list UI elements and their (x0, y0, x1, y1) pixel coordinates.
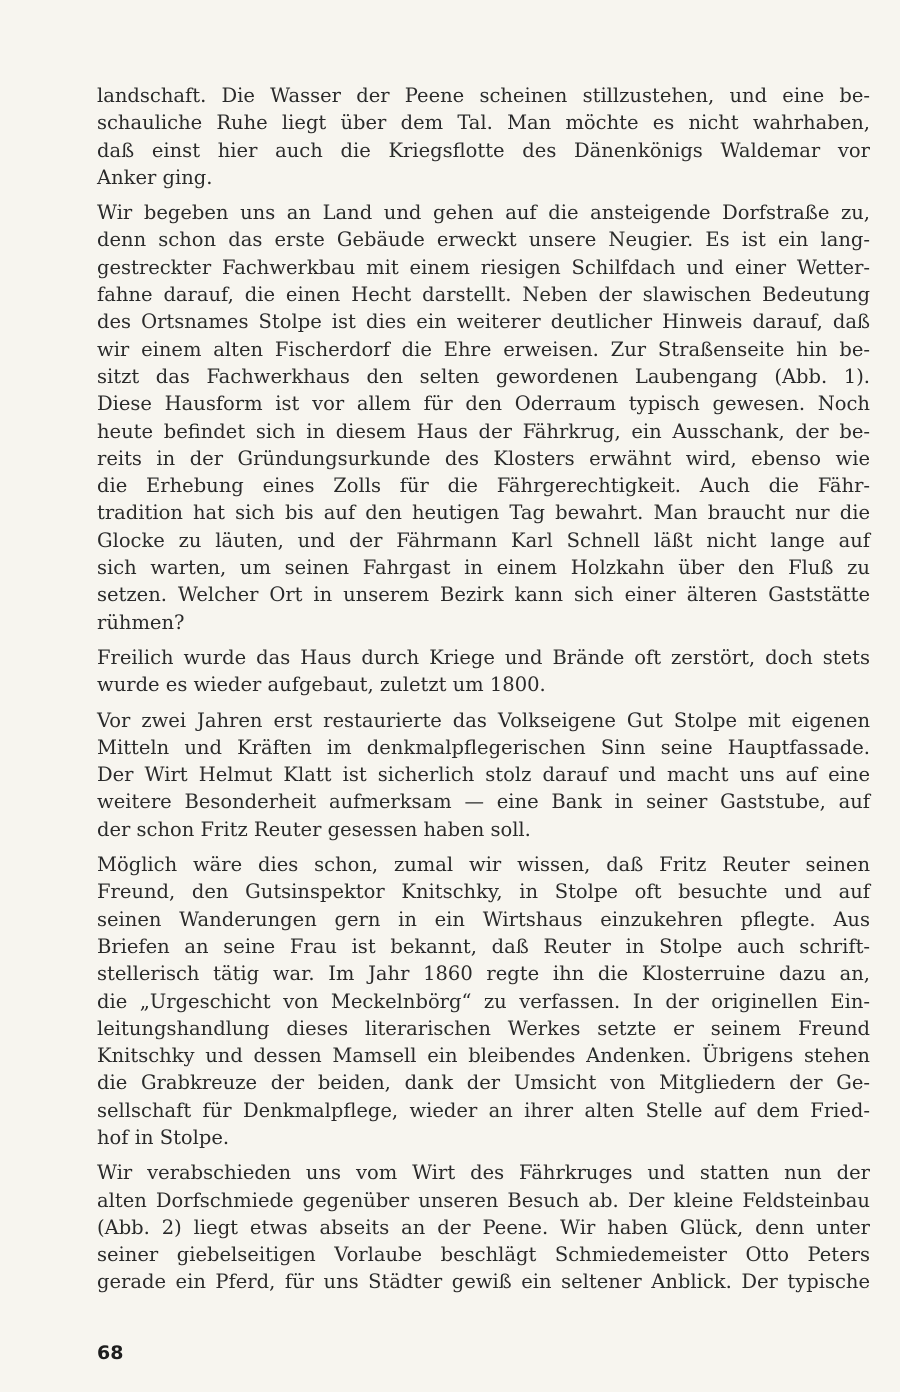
text-line: Briefen an seine Frau ist bekannt, daß Reuter in Stolpe auch schrift- (97, 934, 870, 958)
text-line: sich warten, um seinen Fahrgast in einem Holzkahn über den Fluß zu (97, 556, 870, 580)
paragraph-5 (97, 851, 870, 1151)
text-line: gestreckter Fachwerkbau mit einem riesigen Schilfdach und einer Wetter- (97, 255, 870, 279)
text-line: die Erhebung eines Zolls für die Fährgerechtigkeit. Auch die Fähr- (97, 474, 870, 498)
text-line: schauliche Ruhe liegt über dem Tal. Man möchte es nicht wahrhaben, (97, 111, 870, 135)
text-line: Der Wirt Helmut Klatt ist sicherlich stolz darauf und macht uns auf eine (97, 763, 870, 787)
text-line: der schon Fritz Reuter gesessen haben soll. (97, 817, 531, 841)
paragraph-3 (97, 644, 870, 699)
paragraph-1 (97, 82, 870, 191)
text-line: wurde es wieder aufgebaut, zuletzt um 1800. (97, 673, 546, 697)
text-line: tradition hat sich bis auf den heutigen Tag bewahrt. Man braucht nur die (97, 501, 870, 525)
text-line: heute befindet sich in diesem Haus der Fährkrug, ein Ausschank, der be- (97, 419, 870, 443)
text-line: setzen. Welcher Ort in unserem Bezirk kann sich einer älteren Gaststätte (97, 583, 870, 607)
text-line: Freilich wurde das Haus durch Kriege und Brände oft zerstört, doch stets (97, 645, 870, 669)
page-number: 68 (97, 1342, 124, 1364)
text-line: hof in Stolpe. (97, 1125, 230, 1149)
body-text (97, 82, 870, 1304)
text-line: gerade ein Pferd, für uns Städter gewiß ein seltener Anblick. Der typische (97, 1270, 870, 1294)
text-line: die „Urgeschicht von Meckelnbörg“ zu verfassen. In der originellen Ein- (97, 989, 870, 1013)
text-line: rühmen? (97, 610, 185, 634)
text-line: weitere Besonderheit aufmerksam — eine Bank in seiner Gaststube, auf (97, 790, 870, 814)
text-line: Mitteln und Kräften im denkmalpflegerischen Sinn seine Hauptfassade. (97, 735, 870, 759)
text-line: Freund, den Gutsinspektor Knitschky, in Stolpe oft besuchte und auf (97, 880, 870, 904)
text-line: sitzt das Fachwerkhaus den selten gewordenen Laubengang (Abb. 1). (97, 364, 870, 388)
text-line: sellschaft für Denkmalpflege, wieder an ihrer alten Stelle auf dem Fried- (97, 1098, 870, 1122)
text-line: Glocke zu läuten, und der Fährmann Karl Schnell läßt nicht lange auf (97, 528, 870, 552)
text-line: wir einem alten Fischerdorf die Ehre erweisen. Zur Straßenseite hin be- (97, 337, 870, 361)
paragraph-2 (97, 199, 870, 636)
text-line: denn schon das erste Gebäude erweckt unsere Neugier. Es ist ein lang- (97, 228, 870, 252)
text-line: Vor zwei Jahren erst restaurierte das Volkseigene Gut Stolpe mit eigenen (97, 708, 870, 732)
text-line: Möglich wäre dies schon, zumal wir wissen, daß Fritz Reuter seinen (97, 853, 870, 877)
paragraph-6 (97, 1159, 870, 1295)
text-line: reits in der Gründungsurkunde des Klosters erwähnt wird, ebenso wie (97, 446, 870, 470)
text-line: (Abb. 2) liegt etwas abseits an der Peene. Wir haben Glück, denn unter (97, 1215, 870, 1239)
text-line: seinen Wanderungen gern in ein Wirtshaus einzukehren pflegte. Aus (97, 907, 870, 931)
text-line: daß einst hier auch die Kriegsflotte des Dänenkönigs Waldemar vor (97, 138, 870, 162)
text-line: des Ortsnames Stolpe ist dies ein weiterer deutlicher Hinweis darauf, daß (97, 310, 870, 334)
text-line: seiner giebelseitigen Vorlaube beschlägt Schmiedemeister Otto Peters (97, 1243, 870, 1267)
text-line: Wir begeben uns an Land und gehen auf die ansteigende Dorfstraße zu, (97, 201, 870, 225)
text-line: Anker ging. (97, 165, 213, 189)
text-line: landschaft. Die Wasser der Peene scheinen stillzustehen, und eine be- (97, 84, 870, 107)
text-line: stellerisch tätig war. Im Jahr 1860 regte ihn die Klosterruine dazu an, (97, 962, 870, 986)
text-line: die Grabkreuze der beiden, dank der Umsicht von Mitgliedern der Ge- (97, 1071, 870, 1095)
text-line: Diese Hausform ist vor allem für den Oderraum typisch gewesen. Noch (97, 392, 870, 416)
text-line: leitungshandlung dieses literarischen Werkes setzte er seinem Freund (97, 1016, 870, 1040)
text-line: Wir verabschieden uns vom Wirt des Fährkruges und statten nun der (97, 1161, 870, 1185)
text-line: alten Dorfschmiede gegenüber unseren Besuch ab. Der kleine Feldsteinbau (97, 1188, 870, 1212)
paragraph-4 (97, 707, 870, 843)
text-line: Knitschky und dessen Mamsell ein bleibendes Andenken. Übrigens stehen (97, 1044, 870, 1068)
text-line: fahne darauf, die einen Hecht darstellt. Neben der slawischen Bedeutung (97, 283, 870, 307)
